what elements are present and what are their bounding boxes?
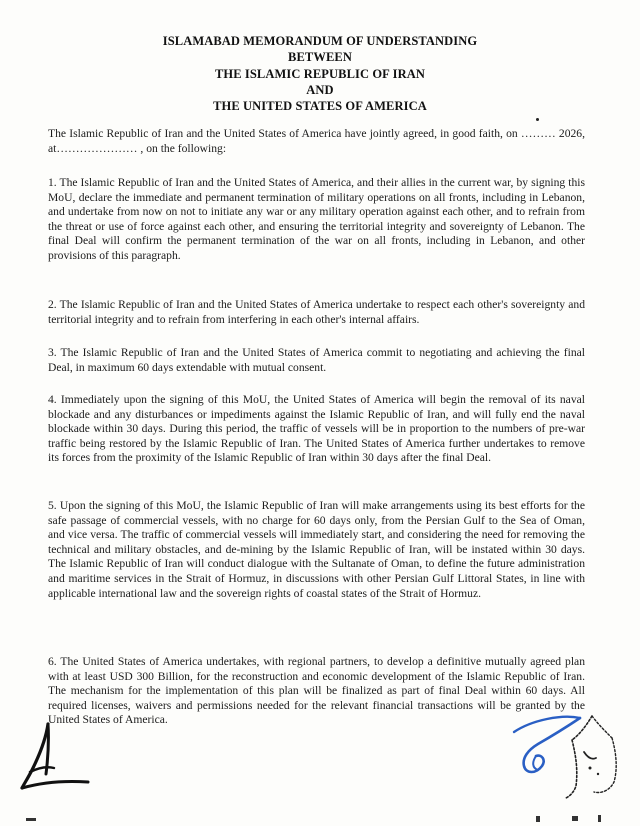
clause-2: 2. The Islamic Republic of Iran and the United States of America undertake to respect each other's sovereignty and territorial integrity and to refrain from interfering in each other's internal affairs. <box>48 298 585 326</box>
clause-3: 3. The Islamic Republic of Iran and the United States of America commit to negotiating and achieving the final Deal, in maximum 60 days extendable with mutual consent. <box>48 346 585 374</box>
clause-5: 5. Upon the signing of this MoU, the Islamic Republic of Iran will make arrangements using its best efforts for the safe passage of commercial vessels, with no charge for 60 days only, from the Persian Gulf to the Sea of Oman, and vice versa. The traffic of commercial vessels will immediately start, and considering the need for removing the technical and military obstacles, and de-mining by the Islamic Republic of Iran, will be instated within 30 days. The Islamic Republic of Iran will conduct dialogue with the Sultanate of Oman, to define the future administration and maritime services in the Strait of Hormuz, in discussions with other Persian Gulf Littoral States, in line with applicable international law and the sovereign rights of coastal states of the Strait of Hormuz. <box>48 499 585 600</box>
signature-right-icon <box>562 712 634 804</box>
bottom-edge-marks <box>0 810 640 826</box>
document-title <box>0 33 640 114</box>
title-line-1: ISLAMABAD MEMORANDUM OF UNDERSTANDING <box>162 34 478 48</box>
clause-6: 6. The United States of America undertakes, with regional partners, to develop a definitive mutually agreed plan with at least USD 300 Billion, for the reconstruction and economic development of the Islamic Republic of Iran. The mechanism for the implementation of this plan will be finalized as part of final Deal within 60 days. All required licenses, waivers and permissions needed for the relevant financial transactions will be granted by the United States of America. <box>48 655 585 727</box>
intro-paragraph: The Islamic Republic of Iran and the United States of America have jointly agreed, in good faith, on ……… 2026, at………………… , on the following: <box>48 127 585 155</box>
clause-4: 4. Immediately upon the signing of this MoU, the United States of America will begin the removal of its naval blockade and any disturbances or impediments against the Islamic Republic of Iran, and will fully end the naval blockade within 30 days. During this period, the traffic of vessels will be in proportion to the numbers of pre-war traffic being restored by the Islamic Republic of Iran. The United States of America further undertakes to remove its forces from the proximity of the Islamic Republic of Iran within 30 days after the final Deal. <box>48 393 585 465</box>
clause-1: 1. The Islamic Republic of Iran and the United States of America, and their allies in the current war, by signing this MoU, declare the immediate and permanent termination of military operations on all fronts, including in Lebanon, and undertake from now on not to initiate any war or any military operation against each other, and to refrain from the threat or use of force against each other, and ensuring the territorial integrity and sovereignty of Lebanon. The final Deal will confirm the permanent termination of the war on all fronts, including in Lebanon, and other provisions of this paragraph. <box>48 176 585 262</box>
title-line-5: THE UNITED STATES OF AMERICA <box>213 99 427 114</box>
signature-left-icon <box>18 718 96 800</box>
title-line-3: THE ISLAMIC REPUBLIC OF IRAN <box>214 66 425 81</box>
ink-dot <box>536 118 539 121</box>
title-line-2: BETWEEN <box>288 50 352 65</box>
title-line-4: AND <box>306 82 334 97</box>
